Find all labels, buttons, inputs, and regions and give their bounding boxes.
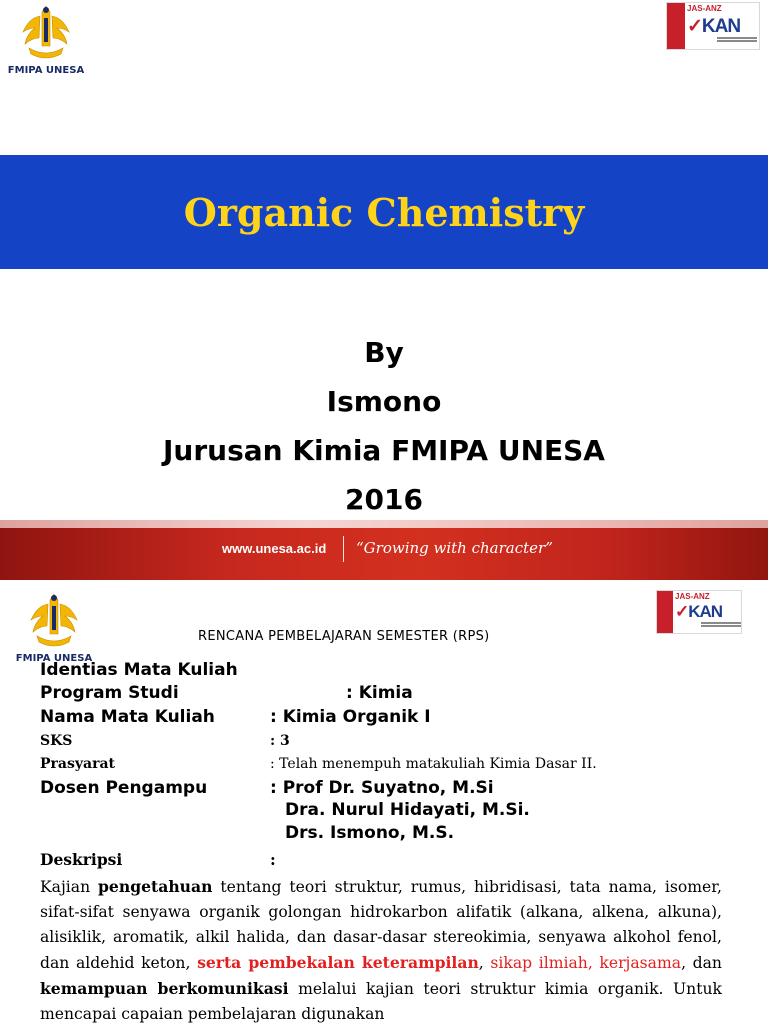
cert-red-strip [657,591,673,634]
iso-certification-badge [656,590,742,634]
identity-label: Identias Mata Kuliah [40,660,238,680]
desc-text: , dan [681,954,722,972]
garuda-emblem-icon [23,590,85,648]
cert-top-text: JAS-ANZ [675,592,710,601]
cert-mark [687,15,740,38]
course-value: : Kimia Organik I [270,707,431,727]
footer-divider [343,536,344,562]
sks-value: : 3 [270,733,290,749]
desc-text: , [478,954,491,972]
desc-emphasis-communication: kemampuan berkomunikasi [40,979,289,998]
description-label: Deskripsi [40,850,123,869]
program-value: : Kimia [346,683,413,703]
sks-label: SKS [40,733,73,749]
desc-emphasis-knowledge: pengetahuan [98,877,213,896]
cert-mark-text: KAN [688,602,723,621]
lecturer-2: Dra. Nurul Hidayati, M.Si. [285,800,530,820]
program-label: Program Studi [40,683,179,703]
lecturer-3: Drs. Ismono, M.S. [285,823,455,843]
byline-by: By [364,336,404,369]
check-icon: ✓ [687,16,702,37]
prereq-value: : Telah menempuh matakuliah Kimia Dasar II. [270,756,597,772]
unesa-logo [14,590,94,664]
lecturer-label: Dosen Pengampu [40,778,208,798]
desc-text: Kajian [40,878,99,896]
desc-text: melalui kajian teori struktur kimia organik. Untuk mencapai capaian pembelajaran digunakan [40,980,722,1023]
cert-mark [675,602,722,622]
cert-fine-print [701,622,741,630]
rps-slide [0,582,768,1024]
byline-year: 2016 [345,483,423,516]
logo-caption: FMIPA UNESA [15,653,93,664]
cert-red-strip [667,3,685,50]
prereq-label: Prasyarat [40,756,115,772]
footer-motto: “Growing with character” [356,539,553,557]
desc-highlight-attitude: sikap ilmiah, kerjasama [490,954,682,972]
cert-top-text: JAS-ANZ [687,4,722,13]
cert-fine-print [717,37,757,45]
course-label: Nama Mata Kuliah [40,707,215,727]
footer-url: www.unesa.ac.id [222,541,327,556]
cert-mark-text: KAN [701,16,741,37]
rps-heading: RENCANA PEMBELAJARAN SEMESTER (RPS) [198,629,490,644]
byline-department: Jurusan Kimia FMIPA UNESA [163,434,605,467]
slide-title: Organic Chemistry [183,190,585,235]
garuda-emblem-icon [15,2,77,60]
desc-text: tentang teori struktur, rumus, hibridisasi, tata nama, isomer, sifat-sifat senyawa organik golongan hidrokarbon alifatik (alkana, alkena, alkuna), alisiklik, aromatik, alkil halida, dan dasar-dasar stereokimia, senyawa alkohol fenol, dan aldehid keton, [40,878,722,972]
check-icon: ✓ [675,602,689,621]
unesa-logo [6,2,86,76]
lecturer-1: : Prof Dr. Suyatno, M.Si [270,778,494,798]
iso-certification-badge [666,2,760,50]
byline-author: Ismono [326,385,442,418]
description-colon: : [270,850,276,869]
course-description [40,874,722,1024]
logo-caption: FMIPA UNESA [7,65,85,76]
desc-highlight-skills: serta pembekalan keterampilan [197,953,479,972]
